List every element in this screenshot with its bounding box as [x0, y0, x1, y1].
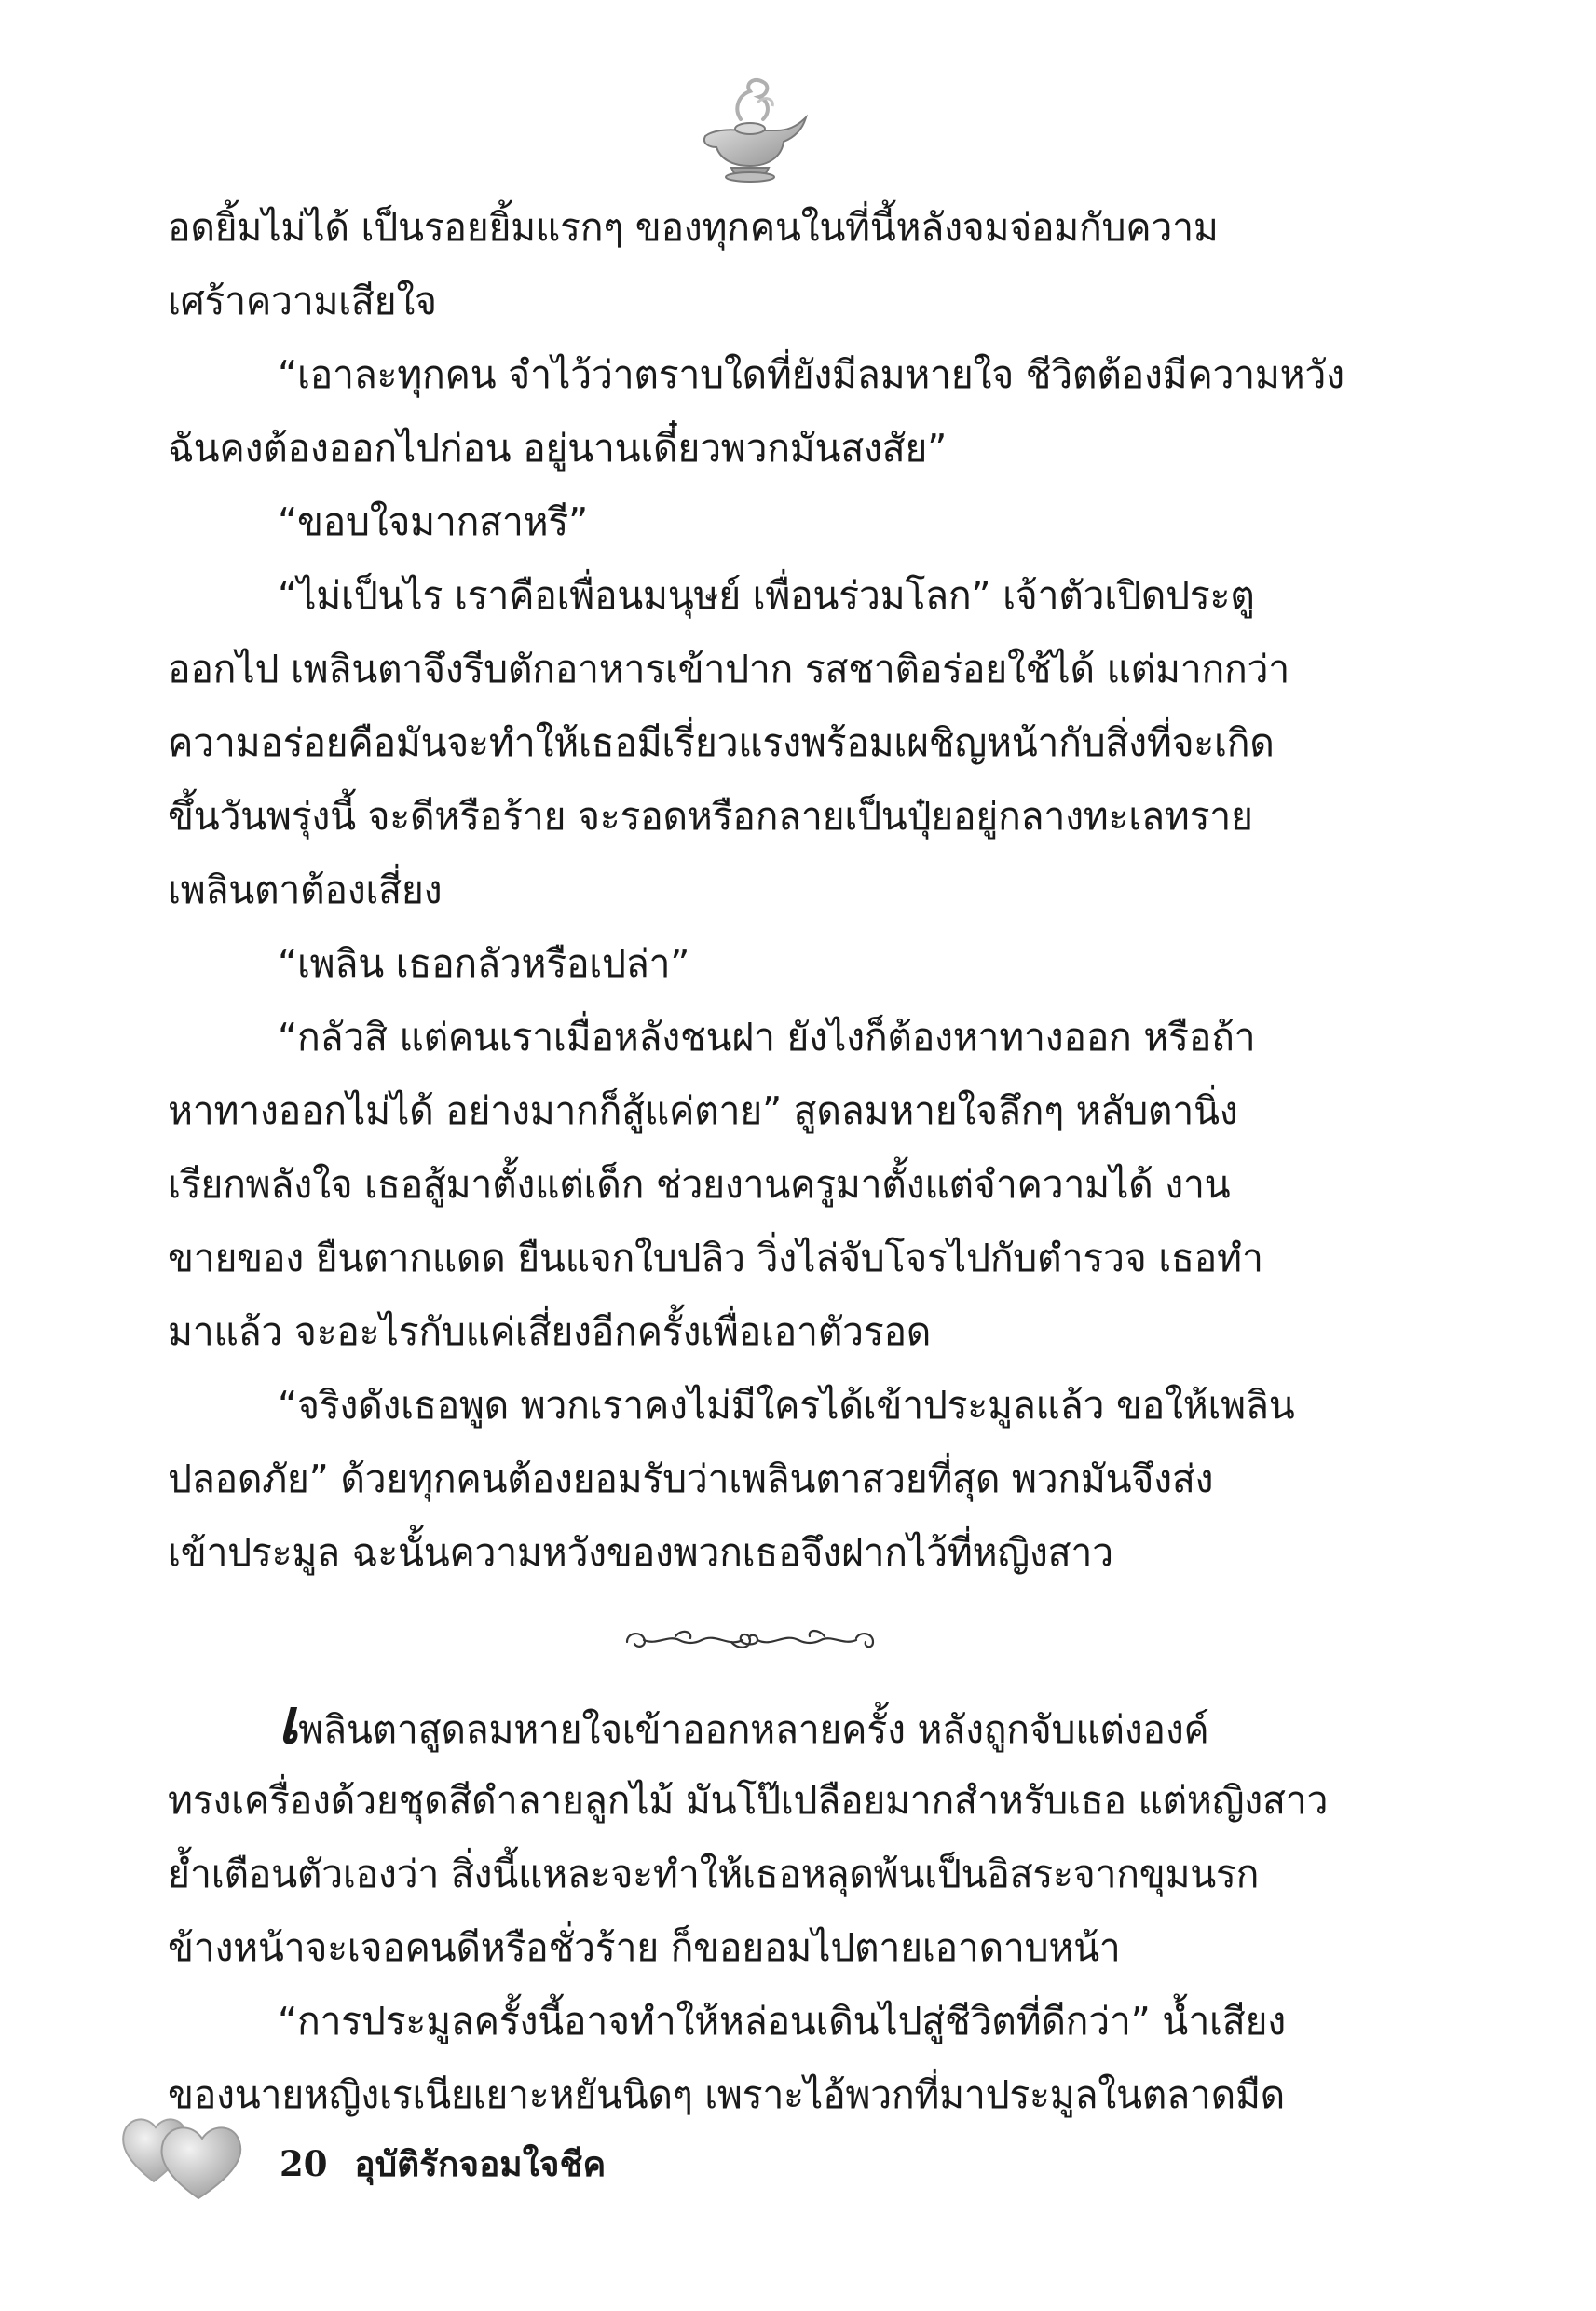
- text-line: ขึ้นวันพรุ่งนี้ จะดีหรือร้าย จะรอดหรือกลายเป็นปุ๋ยอยู่กลางทะเลทราย: [168, 794, 1253, 839]
- footer-caption: [280, 2137, 606, 2192]
- text-line: เข้าประมูล ฉะนั้นความหวังของพวกเธอจึงฝากไว้ที่หญิงสาว: [168, 1530, 1113, 1575]
- text-line-rest: พลินตาสูดลมหายใจเข้าออกหลายครั้ง หลังถูกจับแต่งองค์: [298, 1707, 1209, 1752]
- text-line: ทรงเครื่องด้วยชุดสีดำลายลูกไม้ มันโป๊เปลือยมากสำหรับเธอ แต่หญิงสาว: [168, 1778, 1329, 1823]
- text-line: ความอร่อยคือมันจะทำให้เธอมีเรี่ยวแรงพร้อมเผชิญหน้ากับสิ่งที่จะเกิด: [168, 720, 1275, 765]
- text-line: ของนายหญิงเรเนียเยาะหยันนิดๆ เพราะไอ้พวกที่มาประมูลในตลาดมืด: [168, 2072, 1286, 2117]
- page-footer: [116, 2101, 769, 2204]
- hearts-icon: [116, 2101, 256, 2204]
- body-text: [168, 191, 1344, 2132]
- text-line: เพลินตาต้องเสี่ยง: [168, 868, 443, 912]
- text-line: “จริงดังเธอพูด พวกเราคงไม่มีใครได้เข้าประมูลแล้ว ขอให้เพลิน: [278, 1383, 1295, 1428]
- text-line: เรียกพลังใจ เธอสู้มาตั้งแต่เด็ก ช่วยงานครูมาตั้งแต่จำความได้ งาน: [168, 1162, 1231, 1207]
- drop-cap: เ: [278, 1685, 299, 1757]
- text-line: ปลอดภัย” ด้วยทุกคนต้องยอมรับว่าเพลินตาสวยที่สุด พวกมันจึงส่ง: [168, 1456, 1214, 1501]
- text-line: “ไม่เป็นไร เราคือเพื่อนมนุษย์ เพื่อนร่วมโลก” เจ้าตัวเปิดประตู: [278, 573, 1255, 618]
- text-line: “ขอบใจมากสาหรี”: [278, 499, 588, 544]
- text-line: ออกไป เพลินตาจึงรีบตักอาหารเข้าปาก รสชาติอร่อยใช้ได้ แต่มากกว่า: [168, 647, 1289, 691]
- page-number: 20: [280, 2143, 328, 2184]
- text-line: อดยิ้มไม่ได้ เป็นรอยยิ้มแรกๆ ของทุกคนในที่นี้หลังจมจ่อมกับความ: [168, 205, 1219, 250]
- text-line: “เอาละทุกคน จำไว้ว่าตราบใดที่ยังมีลมหายใจ ชีวิตต้องมีความหวัง: [278, 352, 1344, 397]
- text-line: “เพลิน เธอกลัวหรือเปล่า”: [278, 941, 690, 986]
- text-line: ฉันคงต้องออกไปก่อน อยู่นานเดี๋ยวพวกมันสงสัย”: [168, 426, 948, 471]
- text-line: ย้ำเตือนตัวเองว่า สิ่งนี้แหละจะทำให้เธอหลุดพ้นเป็นอิสระจากขุมนรก: [168, 1852, 1260, 1896]
- genie-lamp-icon: [685, 75, 815, 186]
- text-line: “กลัวสิ แต่คนเราเมื่อหลังชนฝา ยังไงก็ต้องหาทางออก หรือถ้า: [278, 1015, 1256, 1060]
- text-line: มาแล้ว จะอะไรกับแค่เสี่ยงอีกครั้งเพื่อเอาตัวรอด: [168, 1309, 932, 1354]
- text-line: ขายของ ยืนตากแดด ยืนแจกใบปลิว วิ่งไล่จับโจรไปกับตำรวจ เธอทำ: [168, 1236, 1263, 1280]
- text-line: ข้างหน้าจะเจอคนดีหรือชั่วร้าย ก็ขอยอมไปตายเอาดาบหน้า: [168, 1925, 1121, 1970]
- scroll-flourish-icon: [620, 1621, 880, 1659]
- text-line: หาทางออกไม่ได้ อย่างมากก็สู้แค่ตาย” สูดลมหายใจลึกๆ หลับตานิ่ง: [168, 1088, 1238, 1133]
- book-title: อุบัติรักจอมใจชีค: [354, 2143, 607, 2184]
- text-line: เศร้าความเสียใจ: [168, 279, 437, 323]
- text-line: “การประมูลครั้งนี้อาจทำให้หล่อนเดินไปสู่ชีวิตที่ดีกว่า” น้ำเสียง: [278, 1999, 1286, 2044]
- text-line: [168, 1685, 1332, 1764]
- section-divider: [168, 1590, 1332, 1690]
